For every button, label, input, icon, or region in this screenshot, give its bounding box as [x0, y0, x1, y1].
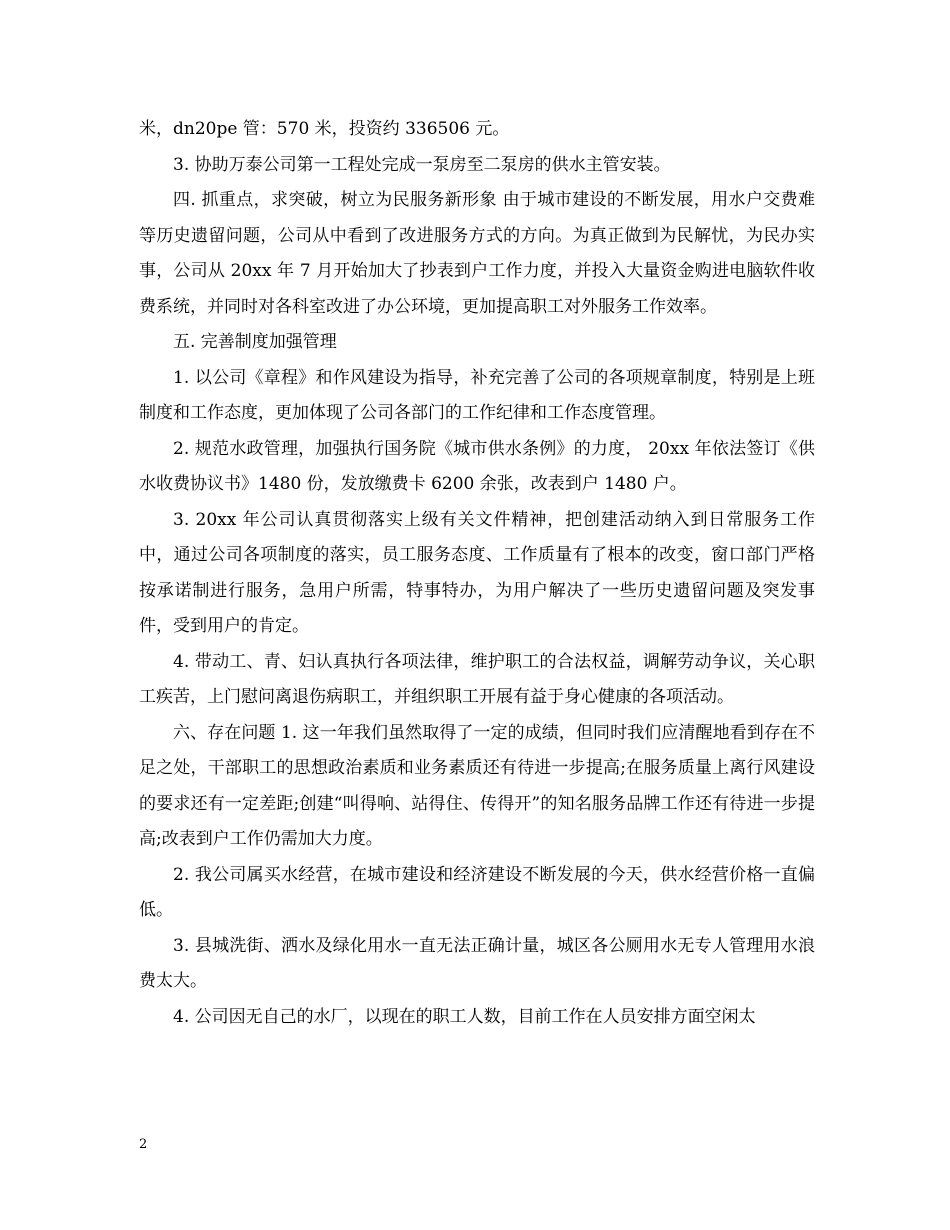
paragraph: 3. 县城洗街、洒水及绿化用水一直无法正确计量，城区各公厕用水无专人管理用水浪费太大。 — [139, 935, 815, 991]
paragraph: 4. 带动工、青、妇认真执行各项法律，维护职工的合法权益，调解劳动争议，关心职工疾苦，上门慰问离退伤病职工，并组织职工开展有益于身心健康的各项活动。 — [139, 651, 815, 707]
section-heading: 五. 完善制度加强管理 — [173, 332, 337, 352]
paragraph: 2. 我公司属买水经营，在城市建设和经济建设不断发展的今天，供水经营价格一直偏低。 — [139, 864, 815, 920]
paragraph: 3. 协助万泰公司第一工程处完成一泵房至二泵房的供水主管安装。 — [173, 154, 671, 175]
paragraph: 1. 以公司《章程》和作风建设为指导，补充完善了公司的各项规章制度，特别是上班制度和工作态度，更加体现了公司各部门的工作纪律和工作态度管理。 — [139, 367, 815, 423]
document-body — [139, 112, 815, 1035]
paragraph: 四. 抓重点，求突破，树立为民服务新形象 由于城市建设的不断发展，用水户交费难等历史遗留问题，公司从中看到了改进服务方式的方向。为真正做到为民解忧，为民办实事，公司从 20xx 年 7 月开始加大了抄表到户工作力度，并投入大量资金购进电脑软件收费系统，并同时对各科室改进了办公环境，更加提高职工对外服务工作效率。 — [139, 190, 815, 317]
paragraph-continuation: 米，dn20pe 管：570 米，投资约 336506 元。 — [139, 119, 510, 139]
paragraph: 3. 20xx 年公司认真贯彻落实上级有关文件精神，把创建活动纳入到日常服务工作中，通过公司各项制度的落实，员工服务态度、工作质量有了根本的改变，窗口部门严格按承诺制进行服务，急用户所需，特事特办，为用户解决了一些历史遗留问题及突发事件，受到用户的肯定。 — [139, 509, 815, 636]
paragraph: 2. 规范水政管理，加强执行国务院《城市供水条例》的力度， 20xx 年依法签订《供水收费协议书》1480 份，发放缴费卡 6200 余张，改表到户 1480 户。 — [139, 438, 815, 494]
paragraph: 六、存在问题 1. 这一年我们虽然取得了一定的成绩，但同时我们应清醒地看到存在不足之处，干部职工的思想政治素质和业务素质还有待进一步提高;在服务质量上离行风建设的要求还有一定差距;创建“叫得响、站得住、传得开”的知名服务品牌工作还有待进一步提高;改表到户工作仍需加大力度。 — [139, 722, 815, 849]
paragraph: 4. 公司因无自己的水厂，以现在的职工人数，目前工作在人员安排方面空闲太 — [173, 1006, 756, 1027]
page-number: 2 — [139, 1137, 148, 1152]
